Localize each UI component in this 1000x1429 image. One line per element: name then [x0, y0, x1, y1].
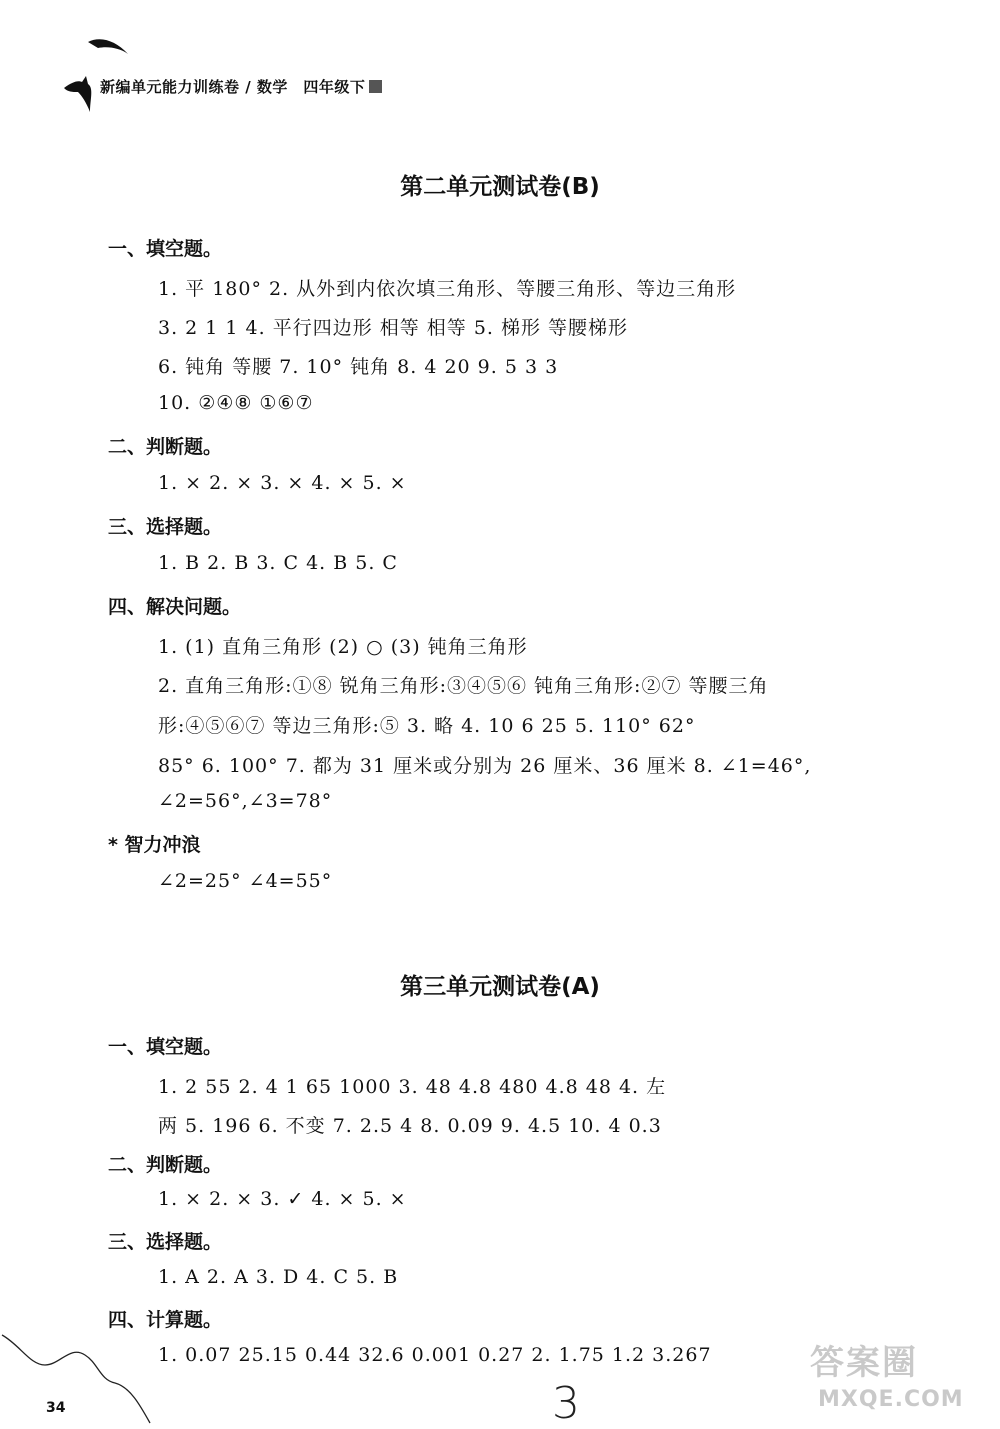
unit-3a-fill-line-1: 1. 2 55 2. 4 1 65 1000 3. 48 4.8 480 4.8 48 4. 左 [158, 1076, 667, 1098]
unit-3a-choice-heading: 三、选择题。 [108, 1231, 223, 1253]
unit-3a-fill-line-2: 两 5. 196 6. 不变 7. 2.5 4 8. 0.09 9. 4.5 10. 4 0.3 [158, 1115, 662, 1137]
unit-2b-fill-line-4: 10. ②④⑧ ①⑥⑦ [158, 392, 314, 414]
cloud-line-icon [0, 1325, 170, 1425]
unit-3a-judge-answers: 1. × 2. × 3. ✓ 4. × 5. × [158, 1188, 407, 1210]
unit-2b-title: 第二单元测试卷(B) [400, 174, 600, 200]
unit-2b-solve-line-5: ∠2=56°,∠3=78° [158, 790, 333, 812]
unit-2b-solve-heading: 四、解决问题。 [108, 596, 242, 618]
unit-2b-bonus-heading: * 智力冲浪 [108, 834, 201, 856]
unit-3a-calc-heading: 四、计算题。 [108, 1309, 223, 1331]
unit-2b-solve-line-4: 85° 6. 100° 7. 都为 31 厘米或分别为 26 厘米、36 厘米 8. ∠1=46°, [158, 755, 812, 777]
unit-2b-choice-heading: 三、选择题。 [108, 516, 223, 538]
unit-3a-title: 第三单元测试卷(A) [400, 974, 600, 1000]
unit-2b-fill-line-2: 3. 2 1 1 4. 平行四边形 相等 相等 5. 梯形 等腰梯形 [158, 317, 629, 339]
unit-2b-solve-line-3: 形:④⑤⑥⑦ 等边三角形:⑤ 3. 略 4. 10 6 25 5. 110° 62° [158, 715, 696, 737]
unit-2b-solve-line-2: 2. 直角三角形:①⑧ 锐角三角形:③④⑤⑥ 钝角三角形:②⑦ 等腰三角 [158, 675, 769, 697]
unit-2b-solve-line-1: 1. (1) 直角三角形 (2) ○ (3) 钝角三角形 [158, 636, 528, 658]
unit-3a-calc-answers: 1. 0.07 25.15 0.44 32.6 0.001 0.27 2. 1.75 1.2 3.267 [158, 1344, 712, 1366]
unit-2b-judge-answers: 1. × 2. × 3. × 4. × 5. × [158, 472, 407, 494]
unit-2b-fill-line-1: 1. 平 180° 2. 从外到内依次填三角形、等腰三角形、等边三角形 [158, 278, 737, 300]
unit-3a-fill-heading: 一、填空题。 [108, 1036, 223, 1058]
bird-logo-icon [60, 30, 180, 120]
page-header [60, 30, 460, 120]
watermark-bottom-text: MXQE.COM [818, 1387, 964, 1412]
unit-3a-choice-answers: 1. A 2. A 3. D 4. C 5. B [158, 1266, 399, 1288]
grade-badge-icon [369, 80, 382, 93]
watermark-top-text: 答案圈 [810, 1343, 918, 1383]
unit-2b-choice-answers: 1. B 2. B 3. C 4. B 5. C [158, 552, 398, 574]
handwritten-mark: 3 [552, 1378, 580, 1429]
unit-2b-fill-line-3: 6. 钝角 等腰 7. 10° 钝角 8. 4 20 9. 5 3 3 [158, 356, 559, 378]
unit-3a-judge-heading: 二、判断题。 [108, 1154, 223, 1176]
unit-2b-judge-heading: 二、判断题。 [108, 436, 223, 458]
watermark-logo [800, 1335, 990, 1420]
unit-2b-bonus-answer: ∠2=25° ∠4=55° [158, 870, 333, 892]
book-title: 新编单元能力训练卷 / 数学 四年级下 [100, 76, 382, 97]
page-number: 34 [46, 1400, 66, 1416]
unit-2b-fill-heading: 一、填空题。 [108, 238, 223, 260]
